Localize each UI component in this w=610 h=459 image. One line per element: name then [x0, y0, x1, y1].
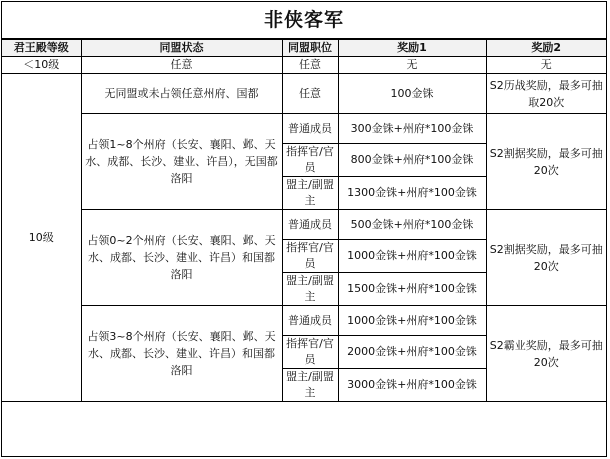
cell-reward1: 500金铢+州府*100金铢	[338, 210, 486, 240]
cell-position: 指挥官/官员	[282, 336, 338, 369]
sheet-title: 非侠客军	[2, 2, 606, 39]
table-row	[2, 57, 606, 74]
cell-reward1: 1000金铢+州府*100金铢	[338, 306, 486, 336]
cell-status: 任意	[81, 57, 282, 74]
header-position: 同盟职位	[282, 40, 338, 57]
table-row	[2, 74, 606, 114]
header-level: 君王殿等级	[2, 40, 81, 57]
cell-position: 普通成员	[282, 306, 338, 336]
cell-status: 占领0~2个州府（长安、襄阳、邺、天水、成都、长沙、建业、许昌）和国都洛阳	[81, 210, 282, 306]
cell-position: 指挥官/官员	[282, 144, 338, 177]
cell-status: 占领1~8个州府（长安、襄阳、邺、天水、成都、长沙、建业、许昌），无国都洛阳	[81, 114, 282, 210]
cell-reward1: 100金铢	[338, 74, 486, 114]
table-row	[2, 210, 606, 240]
cell-position: 盟主/副盟主	[282, 273, 338, 306]
header-row	[2, 40, 606, 57]
reward-table	[2, 39, 606, 402]
table-row	[2, 114, 606, 144]
cell-reward1: 1000金铢+州府*100金铢	[338, 240, 486, 273]
header-reward2: 奖励2	[486, 40, 606, 57]
cell-reward1: 1500金铢+州府*100金铢	[338, 273, 486, 306]
reward-sheet	[1, 1, 607, 457]
cell-reward1: 3000金铢+州府*100金铢	[338, 369, 486, 402]
cell-reward1: 2000金铢+州府*100金铢	[338, 336, 486, 369]
cell-position: 任意	[282, 74, 338, 114]
cell-position: 任意	[282, 57, 338, 74]
cell-level-10: 10级	[2, 74, 81, 402]
cell-reward2: 无	[486, 57, 606, 74]
cell-reward1: 1300金铢+州府*100金铢	[338, 177, 486, 210]
header-reward1: 奖励1	[338, 40, 486, 57]
cell-position: 普通成员	[282, 210, 338, 240]
cell-reward2: S2割据奖励，最多可抽20次	[486, 114, 606, 210]
cell-reward2: S2历战奖励，最多可抽取20次	[486, 74, 606, 114]
cell-reward1: 无	[338, 57, 486, 74]
cell-status: 无同盟或未占领任意州府、国都	[81, 74, 282, 114]
cell-position: 普通成员	[282, 114, 338, 144]
cell-reward1: 800金铢+州府*100金铢	[338, 144, 486, 177]
cell-level: ＜10级	[2, 57, 81, 74]
cell-reward2: S2霸业奖励，最多可抽20次	[486, 306, 606, 402]
table-row	[2, 306, 606, 336]
cell-reward2: S2割据奖励，最多可抽20次	[486, 210, 606, 306]
cell-position: 盟主/副盟主	[282, 177, 338, 210]
cell-position: 盟主/副盟主	[282, 369, 338, 402]
cell-reward1: 300金铢+州府*100金铢	[338, 114, 486, 144]
cell-position: 指挥官/官员	[282, 240, 338, 273]
cell-status: 占领3~8个州府（长安、襄阳、邺、天水、成都、长沙、建业、许昌）和国都洛阳	[81, 306, 282, 402]
header-status: 同盟状态	[81, 40, 282, 57]
